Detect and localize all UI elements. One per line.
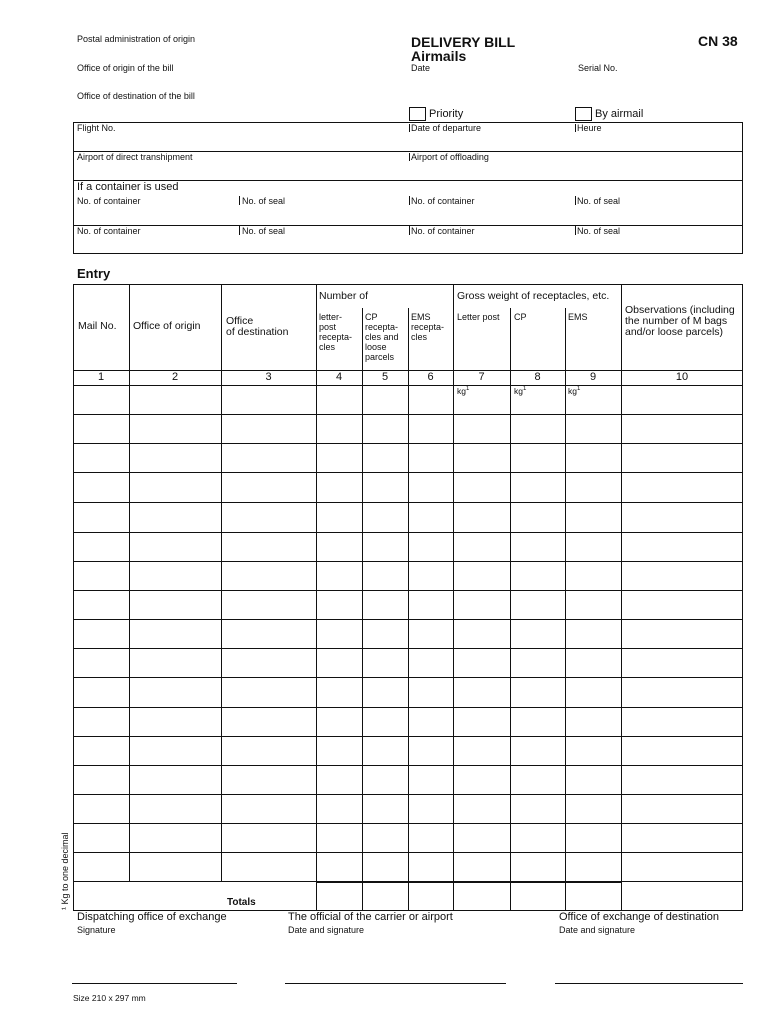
destination-signature-label: Date and signature <box>559 925 636 935</box>
carrier-signature-line[interactable] <box>285 983 506 984</box>
field-tick <box>239 196 240 205</box>
col-header-weight-cp: CP <box>514 312 527 322</box>
date-departure-label: Date of departure <box>411 123 482 133</box>
col-header-office-dest-line1: Office <box>226 315 254 327</box>
kg-unit: $kg^1$ <box>514 386 527 396</box>
table-column-line <box>221 284 222 881</box>
col-header-office-origin: Office of origin <box>133 320 201 332</box>
totals-row-line <box>316 881 621 883</box>
field-tick <box>409 226 410 235</box>
table-border-left <box>73 284 74 910</box>
destination-signature-line[interactable] <box>555 983 743 984</box>
table-column-line <box>453 284 454 910</box>
col-number: 2 <box>171 371 179 383</box>
entry-title: Entry <box>77 266 111 281</box>
field-tick <box>575 196 576 205</box>
form-title: DELIVERY BILL <box>411 34 516 50</box>
form-code: CN 38 <box>698 33 738 49</box>
field-tick <box>409 196 410 205</box>
by-airmail-checkbox[interactable] <box>575 107 592 121</box>
seal-no-label: No. of seal <box>242 196 286 206</box>
container-no-label: No. of container <box>411 196 475 206</box>
dispatch-office-label: Dispatching office of exchange <box>77 911 227 923</box>
totals-label: Totals <box>227 897 256 908</box>
col-number: 3 <box>265 371 272 383</box>
col-number: 4 <box>335 371 343 383</box>
col-number: 10 <box>675 371 689 383</box>
dispatch-signature-line[interactable] <box>72 983 237 984</box>
priority-checkbox[interactable] <box>409 107 426 121</box>
field-tick <box>409 153 410 161</box>
table-column-line <box>510 308 511 910</box>
col-header-ems-recept: EMS recepta-cles <box>411 312 445 342</box>
office-origin-label: Office of origin of the bill <box>77 63 174 73</box>
table-border-top <box>73 284 743 285</box>
col-number: 9 <box>589 371 597 383</box>
table-border-right <box>742 284 743 910</box>
col-number: 6 <box>427 371 434 383</box>
seal-no-label: No. of seal <box>577 196 621 206</box>
table-column-line <box>362 308 363 910</box>
container-no-label: No. of container <box>77 226 141 236</box>
col-header-letter-post-recept: letter-post recepta-cles <box>319 312 353 352</box>
size-note: Size 210 x 297 mm <box>73 993 146 1003</box>
table-column-line <box>565 308 566 910</box>
container-no-label: No. of container <box>77 196 141 206</box>
col-header-observations: Observations (including the number of M bags and/or loose parcels) <box>625 304 735 338</box>
col-number: 7 <box>478 371 485 383</box>
container-used-label: If a container is used <box>77 181 179 193</box>
airport-transhipment-label: Airport of direct transhipment <box>77 152 193 162</box>
col-header-mail-no: Mail No. <box>78 320 117 332</box>
col-number: 1 <box>97 371 105 383</box>
table-column-line <box>621 284 622 910</box>
carrier-official-label: The official of the carrier or airport <box>288 911 453 923</box>
field-tick <box>409 124 410 132</box>
serial-label: Serial No. <box>578 63 618 73</box>
destination-office-label: Office of exchange of destination <box>559 911 720 923</box>
container-no-label: No. of container <box>411 226 475 236</box>
date-label: Date <box>411 63 431 73</box>
col-number: 5 <box>381 371 389 383</box>
col-header-cp-recept: CP recepta-cles and loose parcels <box>365 312 399 362</box>
table-column-line <box>129 284 130 881</box>
kg-unit: $kg^1$ <box>568 386 581 396</box>
priority-label: Priority <box>429 108 464 120</box>
seal-no-label: No. of seal <box>577 226 621 236</box>
col-number: 8 <box>534 371 541 383</box>
col-header-weight-ems: EMS <box>568 312 588 322</box>
postal-admin-label: Postal administration of origin <box>77 34 196 44</box>
dispatch-signature-label: Signature <box>77 925 116 935</box>
kg-unit: $kg^1$ <box>457 386 470 396</box>
field-tick <box>239 226 240 235</box>
heure-label: Heure <box>577 123 602 133</box>
table-column-line <box>408 308 409 910</box>
table-column-line <box>316 284 317 910</box>
carrier-signature-label: Date and signature <box>288 925 365 935</box>
kg-footnote: ¹ Kg to one decimal <box>60 832 70 910</box>
airport-offloading-label: Airport of offloading <box>411 152 489 162</box>
seal-no-label: No. of seal <box>242 226 286 236</box>
divider <box>73 225 743 226</box>
by-airmail-label: By airmail <box>595 108 644 120</box>
field-tick <box>575 226 576 235</box>
flight-no-label: Flight No. <box>77 123 116 133</box>
field-tick <box>575 124 576 132</box>
form-subtitle: Airmails <box>411 48 467 64</box>
col-header-office-dest-line2: of destination <box>226 326 289 338</box>
col-group-number-of: Number of <box>319 290 369 302</box>
office-destination-label: Office of destination of the bill <box>77 91 195 101</box>
col-group-gross-weight: Gross weight of receptacles, etc. <box>457 290 610 302</box>
col-header-weight-letter: Letter post <box>457 312 500 322</box>
